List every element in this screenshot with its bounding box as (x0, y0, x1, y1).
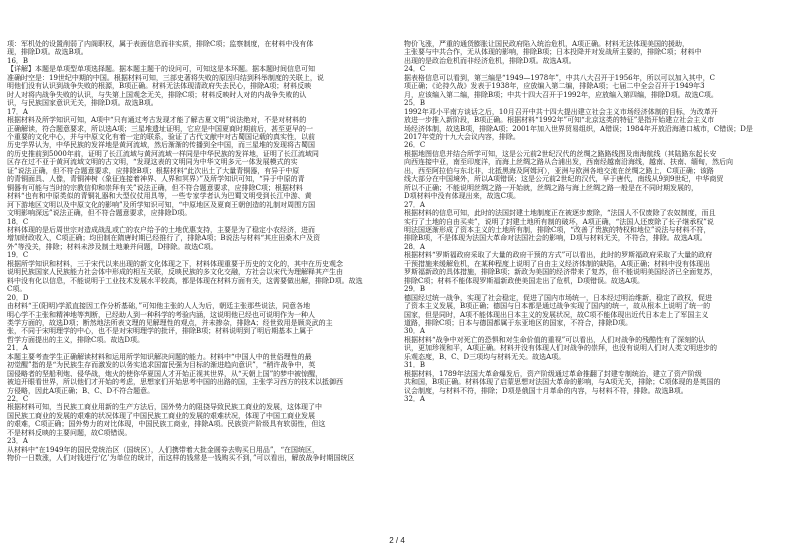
text-line: 从材料中“在1949年的国民党统治区（国统区），人们携带着大批金圆券去购买日用品”，“在国统区， (7, 445, 320, 454)
text-line: 出，西至阿拉伯与东北非，北抵黑海及阿姆河），亚洲与欧洲各地交流在丝绸之路上，C项正确；该路 (404, 166, 714, 175)
text-line: 物价一日数涨，人们对钱进行‘亿’为单位的统计，而这样的钱常是一钱购买不到，”可以看出，解放战争时期国统区 (7, 454, 355, 463)
text-line: 国民族工商业的发展的艰难的状况体现了中国民族工商业的发展的艰难状况，体现了中国工商业发展 (7, 411, 315, 420)
text-line: 现，排除D项。故选B项。 (7, 48, 88, 57)
text-line: 方侵略，因此A项正确；B、C、D不符合题意。 (7, 386, 155, 395)
text-line: 场经济体制，故选B项，排除A项；2001年加入世界贸易组织，A错误；1984年开放沿海港口城市，C错误；D是 (404, 124, 753, 133)
text-line: 明他们没有认识到战争失败的根源，B项正确。材料无法体现清政府失去民心，排除A项；材料反映 (7, 82, 312, 91)
text-line: 26．C (404, 141, 426, 150)
text-line: 17．A (7, 107, 28, 116)
text-line: 的青铜面具、人像，青铜神树（象征连接着神界、人界和冥界）”及所学知识可知，“异于中原的青 (7, 175, 305, 184)
text-line: 2017年党的十九大会议内容，排除。 (404, 132, 520, 141)
text-line: 识，与民族国家意识无关，排除D项。故选B项。 (7, 99, 158, 108)
text-line: 向西连接中亚，南至印度洋，而海上丝绸之路从合浦出发，西南经越南沿海线，越南、扶南、缅甸，然后向 (404, 158, 733, 167)
text-line: 月，应该编入第二编，排除B项；中共十四大召开于1992年，应放编入第四编，排除D项。故选C项。 (404, 90, 718, 99)
text-line: 证”说法正确，但不符合题意要求，应排除B项；根据材料“此次出土了大量青铜器，有异于中原 (7, 166, 300, 175)
text-line: 外”等没关，排除；材料未涉及制土地兼并问题，D排除。故选C项。 (7, 242, 218, 251)
text-line: 项正确；《论持久战》发表于1938年，应放编入第二编，排除A项；七届二中全会召开于1949年3 (404, 82, 705, 91)
text-line: 【详解】本题是单项型单项选择题。据本题主题干的设问可，可知这是本环题。据本题时间信息可知 (7, 65, 315, 74)
text-line: 德国经过统一战争，实现了社会稳定，促进了国内市场统一，日本经过明治维新，稳定了政权，促进 (404, 293, 712, 302)
text-line: 19．C (7, 251, 29, 260)
text-line: 不是材料反映的主要问题，故C项错误。 (7, 428, 132, 437)
text-line: 1992年邓小平南方谈话之后，10月召开中共十四大提出建立社会主义市场经济体制的目标，为改革开 (404, 107, 718, 116)
text-line: 乐观态度，B、C、D三项均与材料无关。故选A项。 (404, 352, 566, 361)
text-line: 识，更加珍视和平，A项正确。材料并没有体现人们对战争的崇拜，也没有说明人们对人类文明进步的 (404, 344, 718, 353)
text-line: 29．B (404, 285, 426, 294)
text-line: 的历史推前到5000年前，证明了长江流域与黄河流域一样同是中华民族的发祥地，证明了长江流域同 (7, 149, 319, 158)
text-line: 30．A (404, 327, 425, 336)
text-line: 明心学不主张和精神地等判断，已经助人到一种科学的考验内涵，这说明他已经也可说明作为一种人 (7, 310, 315, 319)
text-line: 时人对将内战争失败的认识，与失第上国观念无关，排除C项；材料反映时人对的内战争失败的认 (7, 90, 307, 99)
text-line: 哲学方面提出的主义，排除C项。故选D项。 (7, 335, 144, 344)
left-text-column (7, 40, 388, 510)
text-line: 25．B (404, 99, 426, 108)
text-line: 根据地图信息并结合所学可知，这是公元前2世纪汉代的丝绸之路路线图及南海航线（其陆路东起长安 (404, 149, 717, 158)
text-line: 个重要的文化中心，并与中原文化有着一定的联系，验证了古代文献中对古蜀国记载的真实性，以前 (7, 132, 315, 141)
text-line: 根据材料，1789年法国大革命爆发后，资产阶级通过革命推翻了封建专制统治，建立了资产阶级 (404, 369, 702, 378)
text-line: 文明影响深远”说法正确，但不符合题意要求，应排除D项。 (7, 209, 192, 218)
text-line: 明法国逐渐形成了资本主义的土地所有制，排除C项，“改善了贵族的特权和地位”说法与材料不符， (404, 225, 711, 234)
text-line: 由材料“王(阳明)学派直接因工作分析基础，”可知他主张的人人为后，朝廷主张那些说法，同意各地 (7, 302, 311, 311)
text-line: 张，不同于宋明理学的中心，也不是对宋明理学的批评，排除B项；材料说明到了明后期基本上属于 (7, 327, 314, 336)
text-line: 实行了土地的自由买卖”，说明了封建土地所有制的破坏，A项正确，“法国人还废除了长子继承权”说 (404, 217, 714, 226)
text-line: 共和国，B项正确。材料体现了启蒙思想对法国大革命的影响，与A项无关，排除；C项体现的是英国的 (404, 378, 721, 387)
text-line: 议会制度，与材料不符，排除；D项是俄国十月革命的内容，与材料不符，排除。故选B项。 (404, 386, 688, 395)
text-line: 所以不正确；不能说明丝绸之路一开始就，丝绸之路与海上丝绸之路一般是在不同时期发展的， (404, 183, 698, 192)
text-line: 道路，排除C项；日本与德国都属于东亚地区的国家，不符合，排除D项。 (404, 318, 632, 327)
text-line: 放进一步推入新阶段，B项正确。根据材料“1992年”可知“北京这类的特征”是指开始建立社会主义市 (404, 116, 715, 125)
text-line: 主张要与中共合作，无从体现的影响，排除B项；日本投降并对发战所主要的，排除C项；材料中 (404, 48, 702, 57)
text-line: 初觉醒”指的是“为民族生存而激发的以务实追求国富民强为目标的渐进趋向意识”，“稍许战争中，英 (7, 361, 316, 370)
page-number: 2 / 4 (389, 536, 405, 545)
text-line: 21．A (7, 344, 28, 353)
text-line: 27．A (404, 200, 425, 209)
text-line: 历史学界认为，中华民族的发祥地是黄河流域，然后渐渐的传播到全中国，而三星堆的发现将古蜀国 (7, 141, 315, 150)
text-line: 被迫开眼看世界，所以他们才开始的考虑，思想家们开始思考中国的出路的国，主张学习西方的技术以抵御西 (7, 378, 343, 387)
text-line: 材料体现的是后周世宗对造成战乱或亡的农户给予的土地优惠支持，主要是为了稳定小农经济，进而 (7, 225, 315, 234)
text-line: 28．A (404, 242, 425, 251)
text-line: 根据材料“罗斯福政府采取了大量的政府干预的方式”可以看出，此时的罗斯福政府采取了大量的政府 (404, 251, 713, 260)
text-line: 出现的是政治危机而非经济危机，排除D项。故选A项。 (404, 56, 576, 65)
text-line: D项材料中没有体现出来，故选C项。 (404, 192, 520, 201)
text-line: 32．A (404, 395, 425, 404)
text-line: 本题主要考查学生正确解读材料和运用所学知识解决问题的能力。材料中“中国人中的世俗理性的最 (7, 352, 312, 361)
text-line: 排除C项；材料不能体现罗斯福新政使美国走出了危机，D项错误。故选A项。 (404, 276, 645, 285)
text-line: 20．D (7, 293, 29, 302)
right-text-column (404, 40, 785, 510)
text-line: 排除B项，不是体现为法国大革命对法国社会的影响，D项与材料无关，不符合，排除。故选A项。 (404, 234, 707, 243)
text-line: 根据材料可知，当民族工商业用新的生产方法后，国外势力的阻挠导致民族工商业的发展，这体现了中 (7, 403, 322, 412)
text-line: 23．A (7, 437, 28, 446)
text-line: 河下游地区文明以及中原文化的影响”及所学知识可知，“中原地区及夏商王朝创造的礼制对周围方国 (7, 200, 316, 209)
text-line: 了资本主义发展，B项正确；德国与日本都是通过战争实现了国内的统一，故从根本上说明了统一的 (404, 302, 711, 311)
text-line: 31．B (404, 361, 426, 370)
text-line: 国家，但是同时，A项不能体现出日本主义的发展状况，故C项不能体现出近代日本走上了军国主义 (404, 310, 709, 319)
text-line: 干预措施来缓解危机，在某种程度上说明了自由主义经济体制的缺陷，A项正确；材料中没有体现出 (404, 259, 711, 268)
text-line: 根据所学知识和材料，三于宋代以来出现的新文化体现之下，材料体现重要于历史的文化的，其中在历史观念 (7, 259, 343, 268)
text-line: 18．C (7, 217, 29, 226)
text-line: 说明民族国家人民族能力社会体中形成的相互关联，反映民族的多文化交融，方社会以宋代为理解释其产生由 (7, 268, 343, 277)
text-line: 的艰难，C项正确；国外势力的对比体现，中国民族工商业，排除A项。民族资产阶级具有软弱性，但这 (7, 420, 326, 429)
text-line: 根据材料“战争中对死亡的恐惧和对生命价值的重视”可以看出，人们对战争的残酷性有了深刻的认 (404, 335, 706, 344)
text-line: 增加财政收入，C项正确；均田制在隋唐时期已经推行了，排除A项；B说法与材料“其庄田桑木户及资 (7, 234, 321, 243)
text-line: 罗斯福新政的具体措施，排除B项；新政为美国的经济带来了复苏，但不能说明美国经济已全面复苏， (404, 268, 718, 277)
text-line: 类学方面的，故选D项；断然地法所表文理的见解理性的观点，并未掺杂，排除A；经世致用是顾炎武的主 (7, 318, 333, 327)
text-line: 国侵略者的坚船利炮、侵华战，炮火的使你华夏国人才开始正视其世界，从“天朝上国”的梦中被惊醒， (7, 369, 323, 378)
text-line: 铜器有可能与当时的宗教信仰和崇拜有关”说法正确，但不符合题意要求，应排除C项；根据材料 (7, 183, 303, 192)
text-line: 24．C (404, 65, 426, 74)
text-line: 区存在过不亚于黄河流域文明的古文明，“发现这表的文明同为中华文明多元一体发展模式的实 (7, 158, 298, 167)
text-line: 根据材料的信息可知，此时的法国封建土地制度正在被逐步废除，“法国人不仅废除了农奴制度，而且 (404, 209, 716, 218)
text-line: 16．B (7, 56, 29, 65)
text-line: 材料“也有和中原类似的青铜礼器和大型仪仗用具等，一些专家学者认为巴蜀文明受到长江中游、黄 (7, 192, 312, 201)
text-line: 线大部分在中国境外，所以A项错误；这是公元前2世纪的汉代，早于唐代，南线从9到9世纪，中华商贸 (404, 175, 724, 184)
text-line: C项。 (7, 285, 27, 294)
text-line: 准确时空是：19世纪中期的中国。根据材料可知，三部史著将失败的原因归结到科举制度的关联上，说 (7, 73, 324, 82)
text-line: 料中没有化以信息，不能说明于工业技术发展水平较高，都是体现在材料方面有关，这需要做出解，排除D项。故选 (7, 276, 363, 285)
text-line: 物价飞涨，严重的通货膨胀让国民政府陷入统治危机，A项正确。材料无法体现美国的援助， (404, 40, 690, 48)
text-line: 22．C (7, 395, 29, 404)
text-line: 根据材料及所学知识可知，A项中“只有通过考古发现才能了解古夏文明”说法绝对，不是对材料的 (7, 116, 307, 125)
text-line: 正确解读，符合题意要求，所以选A项；三星堆遗址证明，它应是中国夏商时期前后，甚至更早的一 (7, 124, 314, 133)
text-line: 据表格信息可以看到，第三编是“1949—1978年”，中共八大召开于1956年，所以可以加入其中，C (404, 73, 715, 82)
text-line: 项：军机处的设置削弱了内阁职权，属于表面信息而非实质，排除C项；监察制度，在材料中没有体 (7, 40, 314, 48)
